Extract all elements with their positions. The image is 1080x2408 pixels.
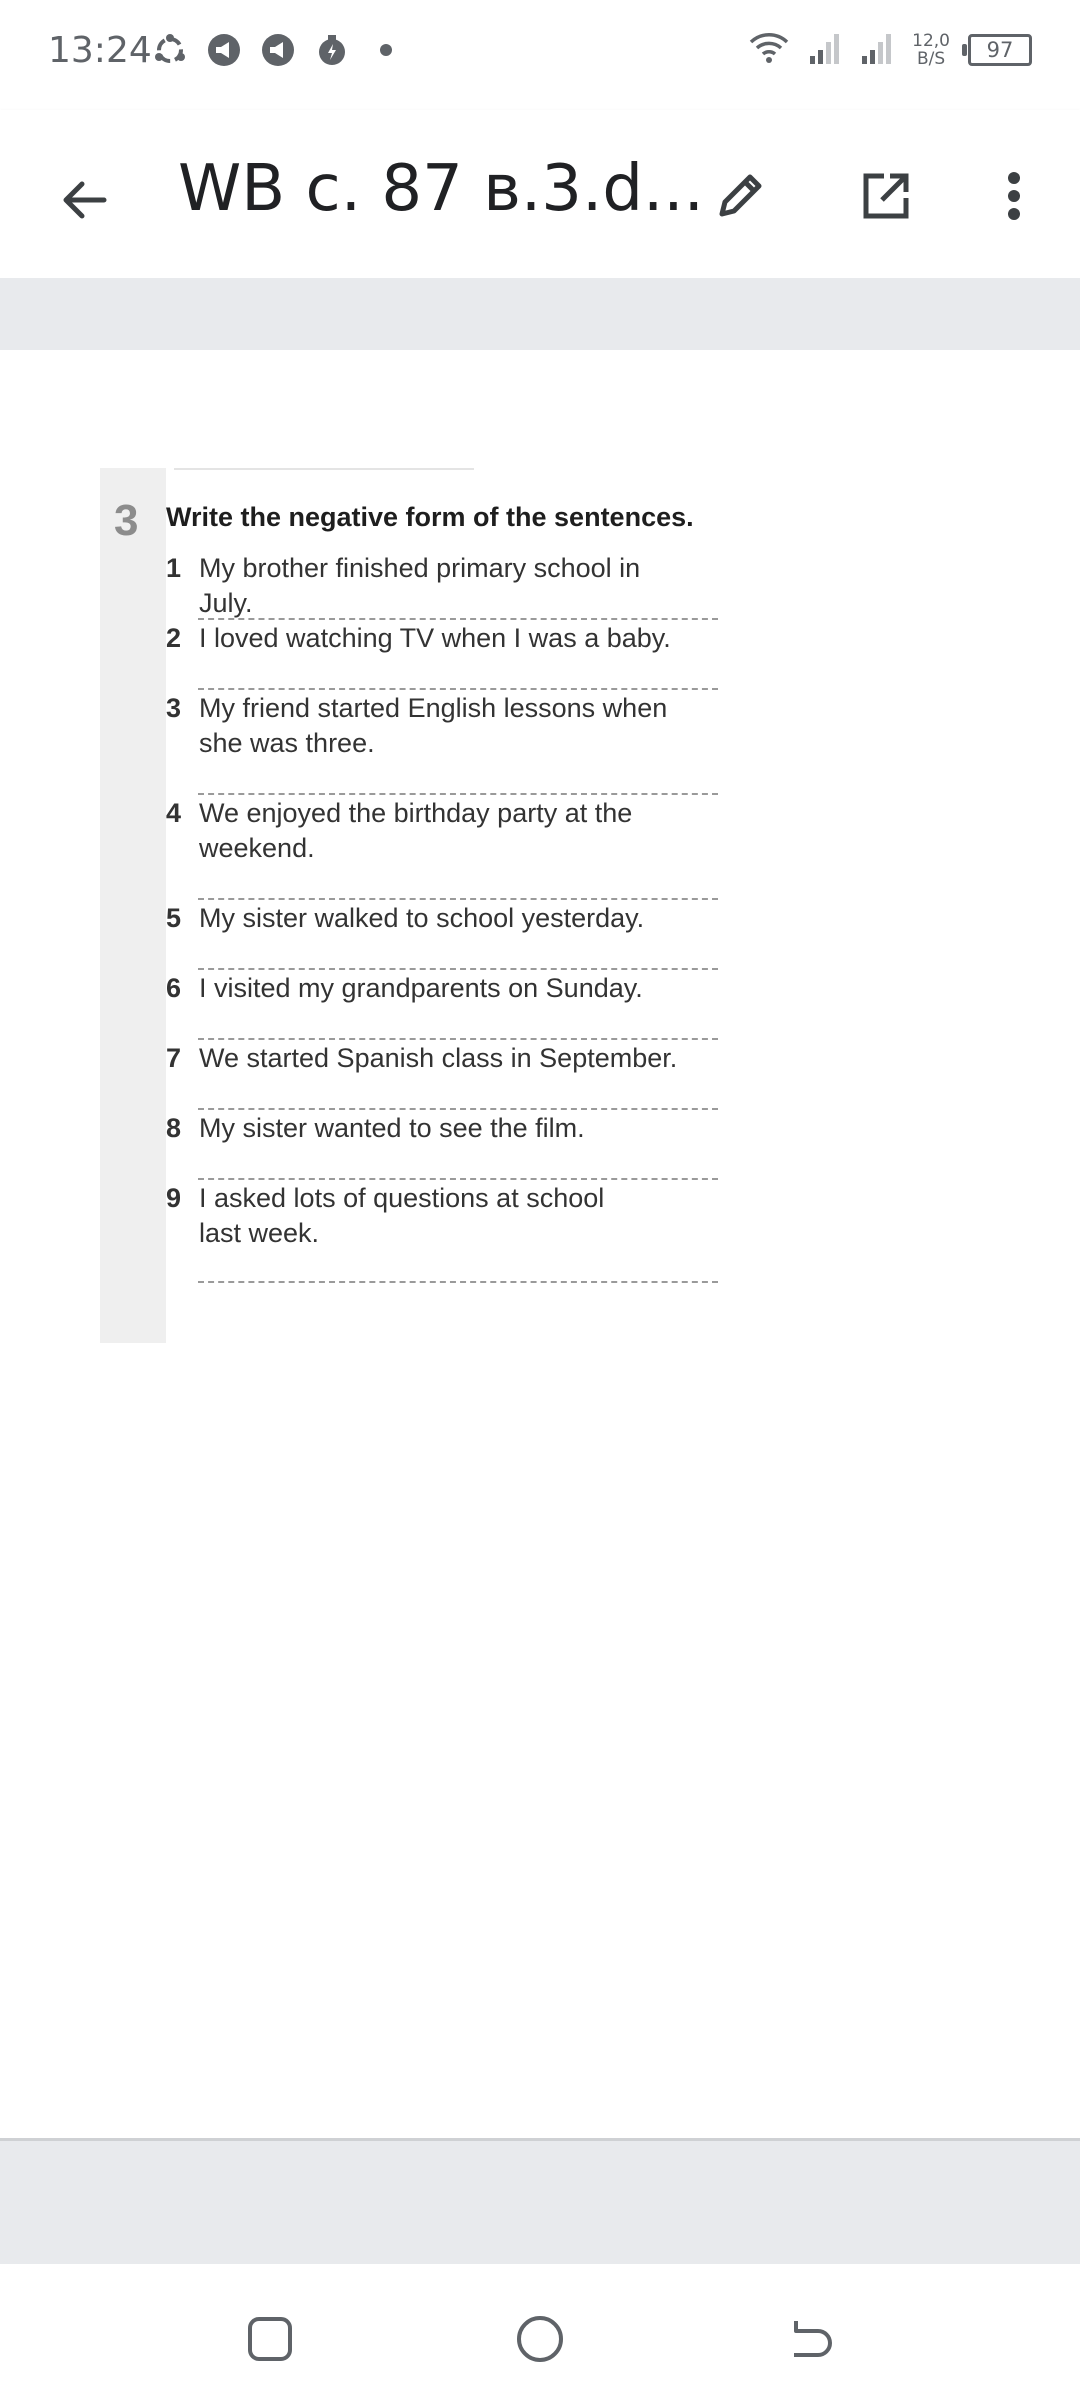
status-bar <box>0 0 1080 110</box>
notification-icons <box>152 32 404 68</box>
battery-indicator: 97 <box>968 34 1032 66</box>
more-notifications-dot-icon <box>368 32 404 68</box>
edit-button[interactable] <box>700 156 780 236</box>
status-time: 13:24 <box>48 30 152 71</box>
exercise-number: 3 <box>114 496 139 545</box>
more-options-button[interactable] <box>974 156 1054 236</box>
viewer-top-margin <box>0 278 1080 350</box>
network-speed <box>912 32 950 68</box>
item-text-line2: last week. <box>199 1218 320 1248</box>
back-nav-button[interactable] <box>775 2304 845 2374</box>
document-page-image <box>100 468 730 1343</box>
item-text <box>199 691 699 761</box>
megaphone-icon-2 <box>260 32 296 68</box>
item-number: 1 <box>166 553 182 583</box>
viewer-bottom-margin <box>0 2138 1080 2267</box>
item-text: My sister wanted to see the film. <box>199 1113 585 1143</box>
item-number: 6 <box>166 973 182 1003</box>
item-text: I loved watching TV when I was a baby. <box>199 623 671 653</box>
item-number: 2 <box>166 623 182 653</box>
item-text-line2: weekend. <box>199 833 315 863</box>
item-number: 4 <box>166 798 182 828</box>
item-text: I visited my grandparents on Sunday. <box>199 973 643 1003</box>
signal-icon-2 <box>860 30 894 70</box>
answer-line <box>198 1281 718 1283</box>
open-external-icon <box>858 168 914 224</box>
megaphone-icon <box>206 32 242 68</box>
wifi-icon <box>748 30 790 70</box>
item-number: 8 <box>166 1113 182 1143</box>
page-top-line <box>174 468 474 470</box>
answer-line <box>198 898 718 900</box>
item-text-line2: she was three. <box>199 728 375 758</box>
item-number: 7 <box>166 1043 182 1073</box>
item-text-line1: I asked lots of questions at school <box>199 1183 605 1213</box>
timer-icon <box>314 32 350 68</box>
page-left-margin-strip <box>100 468 166 1343</box>
recents-square-icon <box>244 2313 296 2365</box>
answer-line <box>198 968 718 970</box>
back-curve-icon <box>784 2313 836 2365</box>
item-text-line1: We enjoyed the birthday party at the <box>199 798 633 828</box>
answer-line <box>198 1178 718 1180</box>
item-text-line1: My friend started English lessons when <box>199 693 668 723</box>
signal-icon-1 <box>808 30 842 70</box>
home-button[interactable] <box>505 2304 575 2374</box>
status-right <box>748 30 1032 70</box>
home-circle-icon <box>514 2313 566 2365</box>
answer-line <box>198 688 718 690</box>
back-button[interactable] <box>44 160 124 240</box>
item-text: My sister walked to school yesterday. <box>199 903 645 933</box>
answer-line <box>198 618 718 620</box>
item-number: 3 <box>166 693 182 723</box>
pencil-icon <box>712 168 768 224</box>
answer-line <box>198 1108 718 1110</box>
exercise-title: Write the negative form of the sentences. <box>166 502 694 532</box>
item-number: 5 <box>166 903 182 933</box>
item-text: We started Spanish class in September. <box>199 1043 678 1073</box>
app-bar <box>0 110 1080 278</box>
document-title: WB с. 87 в.3.d... <box>178 152 704 226</box>
item-text <box>199 796 699 866</box>
item-text <box>199 1181 699 1251</box>
recents-button[interactable] <box>235 2304 305 2374</box>
sync-icon <box>152 32 188 68</box>
arrow-left-icon <box>58 174 110 226</box>
item-number: 9 <box>166 1183 182 1213</box>
answer-line <box>198 793 718 795</box>
system-navigation-bar <box>0 2264 1080 2408</box>
more-vert-icon <box>1004 168 1024 224</box>
network-speed-unit: B/S <box>916 49 946 69</box>
answer-line <box>198 1038 718 1040</box>
network-speed-value: 12,0 <box>912 31 950 51</box>
open-with-button[interactable] <box>846 156 926 236</box>
item-text: My brother finished primary school in July. <box>199 553 641 618</box>
